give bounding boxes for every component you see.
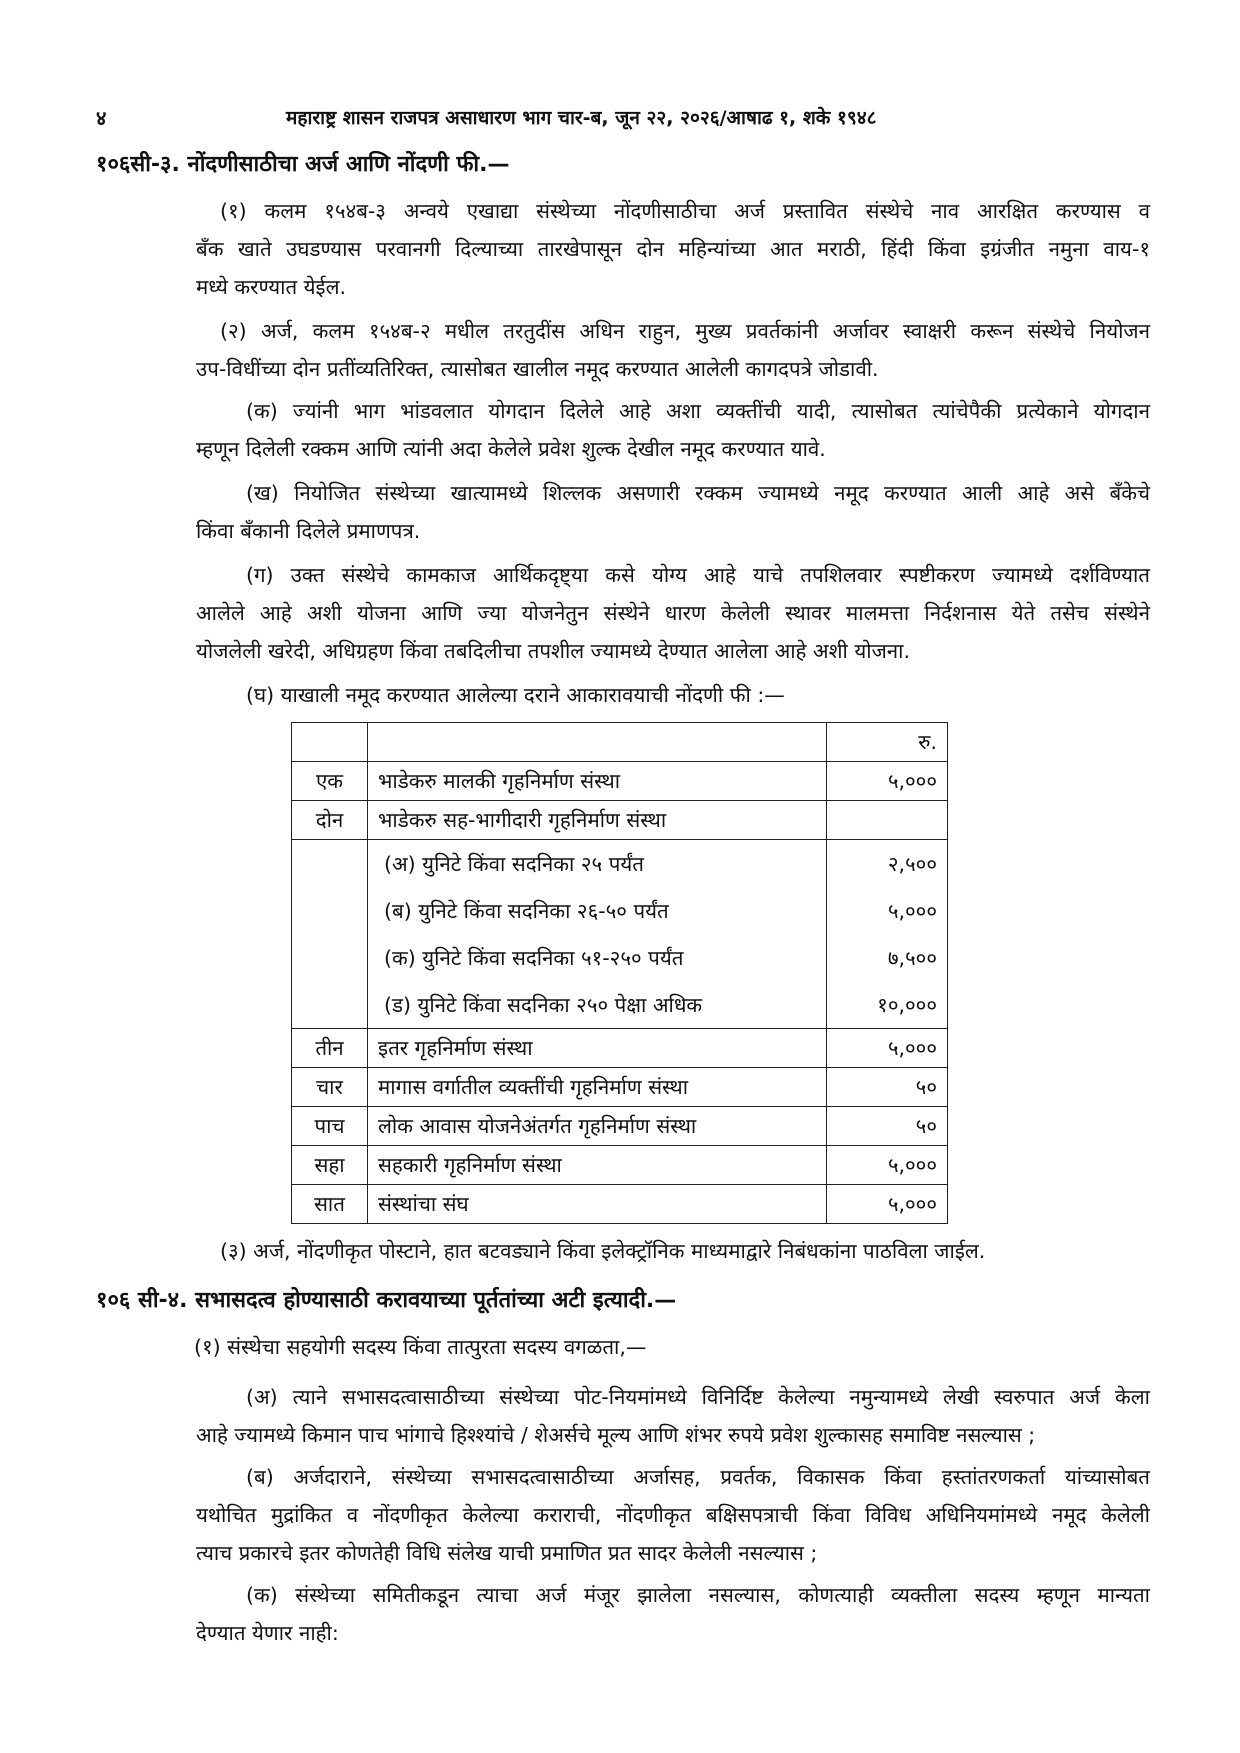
clause-ga: (ग) उक्त संस्थेचे कामकाज आर्थिकदृष्ट्या कसे योग्य आहे याचे तपशिलवार स्पष्टीकरण ज्यामध्ये दर्शविण्यात आलेले आहे अशी योजना आणि ज्या योजनेतुन संस्थेने धारण केलेली स्थावर मालमत्ता निर्दशनास येते तसेच संस्थेने योजलेली खरेदी, अधिग्रहण किंवा तबदिलीचा तपशील ज्यामध्ये देण्यात आलेला आहे अशी योजना. [196, 563, 1150, 663]
table-row: चार मागास वर्गातील व्यक्तींची गृहनिर्माण संस्था ५० [292, 1068, 948, 1107]
table-row: एक भाडेकरु मालकी गृहनिर्माण संस्था ५,००० [292, 762, 948, 801]
clause-k: (क) संस्थेच्या समितीकडून त्याचा अर्ज मंजूर झालेला नसल्यास, कोणत्याही व्यक्तीला सदस्य म्हणून मान्यता देण्यात येणार नाही: [196, 1583, 1150, 1645]
table-subrow: (अ) युनिटे किंवा सदनिका २५ पर्यंत २,५०० [292, 840, 948, 888]
table-row: पाच लोक आवास योजनेअंतर्गत गृहनिर्माण संस्था ५० [292, 1107, 948, 1146]
table-row: दोन भाडेकरु सह-भागीदारी गृहनिर्माण संस्था [292, 801, 948, 840]
clause-4-1: (१) संस्थेचा सहयोगी सदस्य किंवा तात्पुरता सदस्य वगळता,— [194, 1335, 647, 1359]
clause-2: (२) अर्ज, कलम १५४ब-२ मधील तरतुदींस अधिन राहुन, मुख्य प्रवर्तकांनी अर्जावर स्वाक्षरी करून संस्थेचे नियोजन उप-विधींच्या दोन प्रतींव्यतिरिक्त, त्यासोबत खालील नमूद करण्यात आलेली कागदपत्रे जोडावी. [196, 319, 1150, 381]
clause-3: (३) अर्ज, नोंदणीकृत पोस्टाने, हात बटवड्याने किंवा इलेक्ट्रॉनिक माध्यमाद्वारे निबंधकांना पाठविला जाईल. [220, 1239, 986, 1263]
table-row: सहा सहकारी गृहनिर्माण संस्था ५,००० [292, 1146, 948, 1185]
table-row [292, 723, 948, 762]
page-number: ४ [96, 106, 107, 130]
page-header [96, 104, 1136, 138]
clause-kha: (ख) नियोजित संस्थेच्या खात्यामध्ये शिल्लक असणारी रक्कम ज्यामध्ये नमूद करण्यात आली आहे असे बँकेचे किंवा बँकानी दिलेले प्रमाणपत्र. [196, 481, 1150, 543]
table-row: सात संस्थांचा संघ ५,००० [292, 1185, 948, 1224]
clause-ka: (क) ज्यांनी भाग भांडवलात योगदान दिलेले आहे अशा व्यक्तींची यादी, त्यासोबत त्यांचेपैकी प्रत्येकाने योगदान म्हणून दिलेली रक्कम आणि त्यांनी अदा केलेले प्रवेश शुल्क देखील नमूद करण्यात यावे. [196, 399, 1150, 461]
currency-unit: रु. [827, 723, 948, 762]
table-subrow: (ड) युनिटे किंवा सदनिका २५० पेक्षा अधिक १०,००० [292, 981, 948, 1029]
section-heading-106c4: १०६ सी-४. सभासदत्व होण्यासाठी करावयाच्या पूर्ततांच्या अटी इत्यादी.— [96, 1288, 677, 1313]
table-row: तीन इतर गृहनिर्माण संस्था ५,००० [292, 1029, 948, 1068]
section-heading-106c3: १०६सी-३. नोंदणीसाठीचा अर्ज आणि नोंदणी फी.— [96, 152, 510, 177]
clause-b: (ब) अर्जदाराने, संस्थेच्या सभासदत्वासाठीच्या अर्जासह, प्रवर्तक, विकासक किंवा हस्तांतरणकर्ता यांच्यासोबत यथोचित मुद्रांकित व नोंदणीकृत केलेल्या कराराची, नोंदणीकृत बक्षिसपत्राची किंवा विविध अधिनियमांमध्ये नमूद केलेली त्याच प्रकारचे इतर कोणतेही विधि संलेख याची प्रमाणित प्रत सादर केलेली नसल्यास ; [196, 1465, 1150, 1565]
table-subrow: (क) युनिटे किंवा सदनिका ५१-२५० पर्यंत ७,५०० [292, 934, 948, 981]
gazette-title: महाराष्ट्र शासन राजपत्र असाधारण भाग चार-ब, जून २२, २०२६/आषाढ १, शके १९४८ [286, 107, 877, 129]
table-subrow: (ब) युनिटे किंवा सदनिका २६-५० पर्यंत ५,००० [292, 887, 948, 934]
clause-gha: (घ) याखाली नमूद करण्यात आलेल्या दराने आकारावयाची नोंदणी फी :— [246, 683, 785, 707]
registration-fee-table [291, 722, 948, 1224]
clause-a: (अ) त्याने सभासदत्वासाठीच्या संस्थेच्या पोट-नियमांमध्ये विनिर्दिष्ट केलेल्या नमुन्यामध्ये लेखी स्वरुपात अर्ज केला आहे ज्यामध्ये किमान पाच भांगाचे हिश्श्यांचे / शेअर्सचे मूल्य आणि शंभर रुपये प्रवेश शुल्कासह समाविष्ट नसल्यास ; [196, 1385, 1150, 1447]
clause-1: (१) कलम १५४ब-३ अन्वये एखाद्या संस्थेच्या नोंदणीसाठीचा अर्ज प्रस्तावित संस्थेचे नाव आरक्षित करण्यास व बँक खाते उघडण्यास परवानगी दिल्याच्या तारखेपासून दोन महिन्यांच्या आत मराठी, हिंदी किंवा इग्रंजीत नमुना वाय-१ मध्ये करण्यात येईल. [196, 199, 1150, 299]
